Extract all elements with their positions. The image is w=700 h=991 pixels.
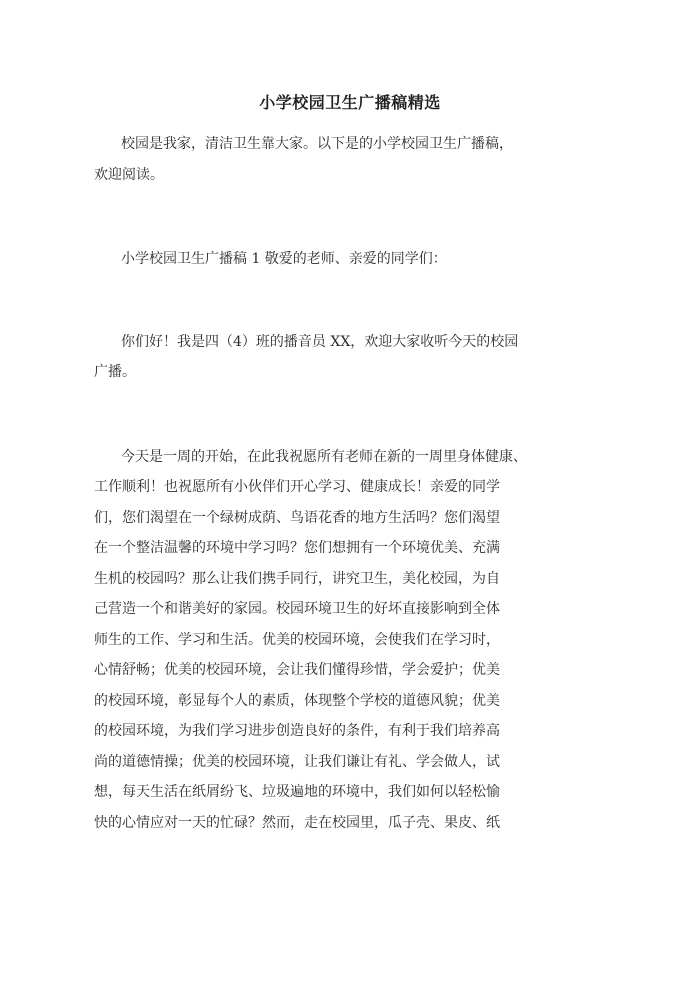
main-line-9: 的校园环境，彰显每个人的素质，体现整个学校的道德风貌；优美 — [94, 692, 500, 709]
document-body — [94, 129, 591, 838]
greeting-line: 小学校园卫生广播稿 1 敬爱的老师、亲爱的同学们： — [121, 251, 447, 267]
paragraph-spacer — [121, 190, 591, 244]
main-line-5: 生机的校园吗？那么让我们携手同行，讲究卫生，美化校园，为自 — [94, 570, 500, 587]
main-line-6: 己营造一个和谐美好的家园。校园环境卫生的好坏直接影响到全体 — [94, 601, 500, 617]
main-line-11: 尚的道德情操；优美的校园环境，让我们谦让有礼、学会做人，试 — [94, 753, 500, 770]
paragraph-spacer — [121, 275, 591, 327]
main-line-10: 的校园环境，为我们学习进步创造良好的条件，有利于我们培养高 — [94, 723, 500, 739]
main-line-1: 今天是一周的开始，在此我祝愿所有老师在新的一周里身体健康、 — [121, 448, 527, 465]
opening-line-2: 广播。 — [94, 364, 136, 380]
page-title: 小学校园卫生广播稿精选 — [259, 93, 441, 112]
main-line-2: 工作顺利！也祝愿所有小伙伴们开心学习、健康成长！亲爱的同学 — [94, 479, 500, 495]
paragraph-spacer — [121, 388, 591, 442]
main-line-3: 们，您们渴望在一个绿树成荫、鸟语花香的地方生活吗？您们渴望 — [94, 509, 500, 526]
main-line-13: 快的心情应对一天的忙碌？然而，走在校园里，瓜子壳、果皮、纸 — [94, 814, 500, 831]
main-line-4: 在一个整洁温馨的环境中学习吗？您们想拥有一个环境优美、充满 — [94, 540, 500, 556]
opening-line-1: 你们好！我是四（4）班的播音员 XX，欢迎大家收听今天的校园 — [121, 333, 519, 350]
main-line-7: 师生的工作、学习和生活。优美的校园环境，会使我们在学习时， — [94, 631, 500, 648]
intro-line-2: 欢迎阅读。 — [94, 166, 164, 183]
main-line-12: 想，每天生活在纸屑纷飞、垃圾遍地的环境中，我们如何以轻松愉 — [94, 784, 500, 800]
main-line-8: 心情舒畅；优美的校园环境，会让我们懂得珍惜，学会爱护；优美 — [94, 662, 500, 678]
intro-line-1: 校园是我家，清洁卫生靠大家。以下是的小学校园卫生广播稿， — [121, 136, 513, 152]
